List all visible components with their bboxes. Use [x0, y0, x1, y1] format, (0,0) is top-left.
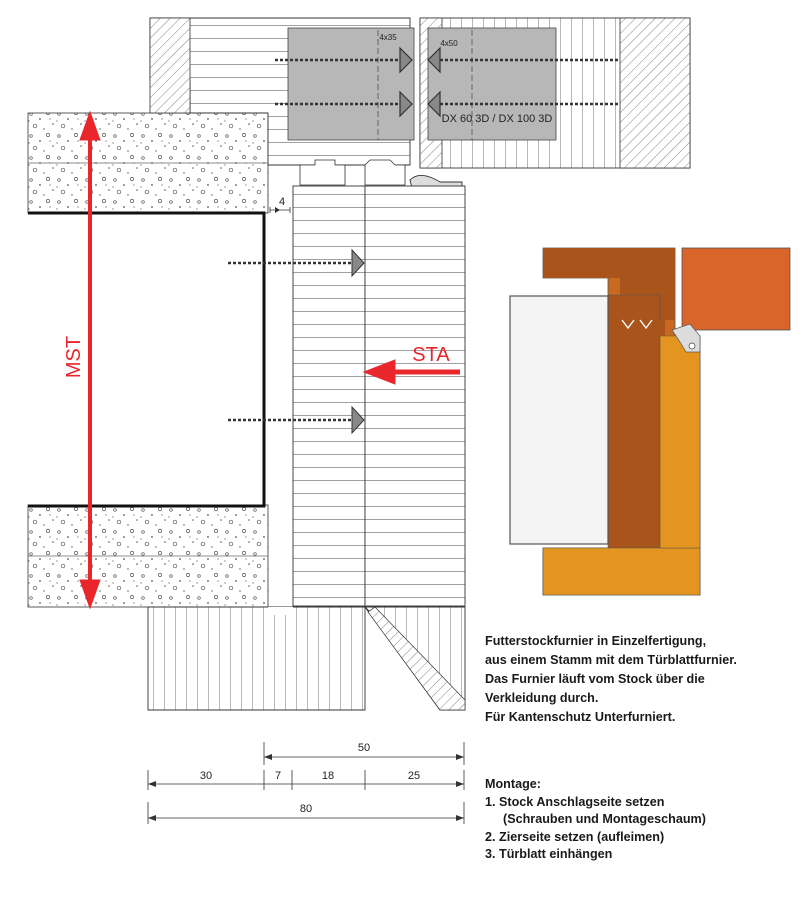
dim-80: 80	[299, 803, 313, 815]
jamb-lining	[293, 186, 365, 606]
montage-step-2: 2. Zierseite setzen (aufleimen)	[485, 829, 665, 844]
mst-label: MST	[63, 335, 85, 379]
description-line: Verkleidung durch.	[485, 691, 599, 705]
description-line: Für Kantenschutz Unterfurniert.	[485, 710, 676, 724]
montage-step-1-sub: (Schrauben und Montageschaum)	[503, 812, 706, 826]
description-line: aus einem Stamm mit dem Türblattfurnier.	[485, 653, 737, 667]
dim-30: 30	[199, 770, 213, 782]
dim-7: 7	[274, 770, 282, 782]
description-text	[485, 632, 785, 727]
description-line: Das Furnier läuft vom Stock über die	[485, 672, 705, 686]
montage-title: Montage:	[485, 777, 541, 791]
sta-label: STA	[412, 344, 450, 366]
montage-step-1: 1. Stock Anschlagseite setzen	[485, 794, 665, 809]
profile-label: DX 60 3D / DX 100 3D	[441, 113, 553, 125]
jamb-stock	[365, 186, 465, 606]
gap-4-label: 4	[278, 196, 286, 208]
screw-4x50-label: 4x50	[440, 39, 458, 48]
color-door-leaf	[682, 248, 790, 330]
color-wall	[510, 296, 608, 544]
dim-50: 50	[357, 742, 371, 754]
dim-18: 18	[321, 770, 335, 782]
frame-head-inner	[150, 18, 190, 113]
montage-instructions	[485, 776, 785, 864]
description-line: Futterstockfurnier in Einzelfertigung,	[485, 634, 707, 648]
dim-25: 25	[407, 770, 421, 782]
montage-step-3: 3. Türblatt einhängen	[485, 847, 613, 861]
hinge-block-left	[288, 28, 414, 140]
color-casing-bottom	[543, 548, 700, 595]
screw-4x35-label: 4x35	[379, 33, 397, 42]
color-section	[510, 248, 790, 595]
